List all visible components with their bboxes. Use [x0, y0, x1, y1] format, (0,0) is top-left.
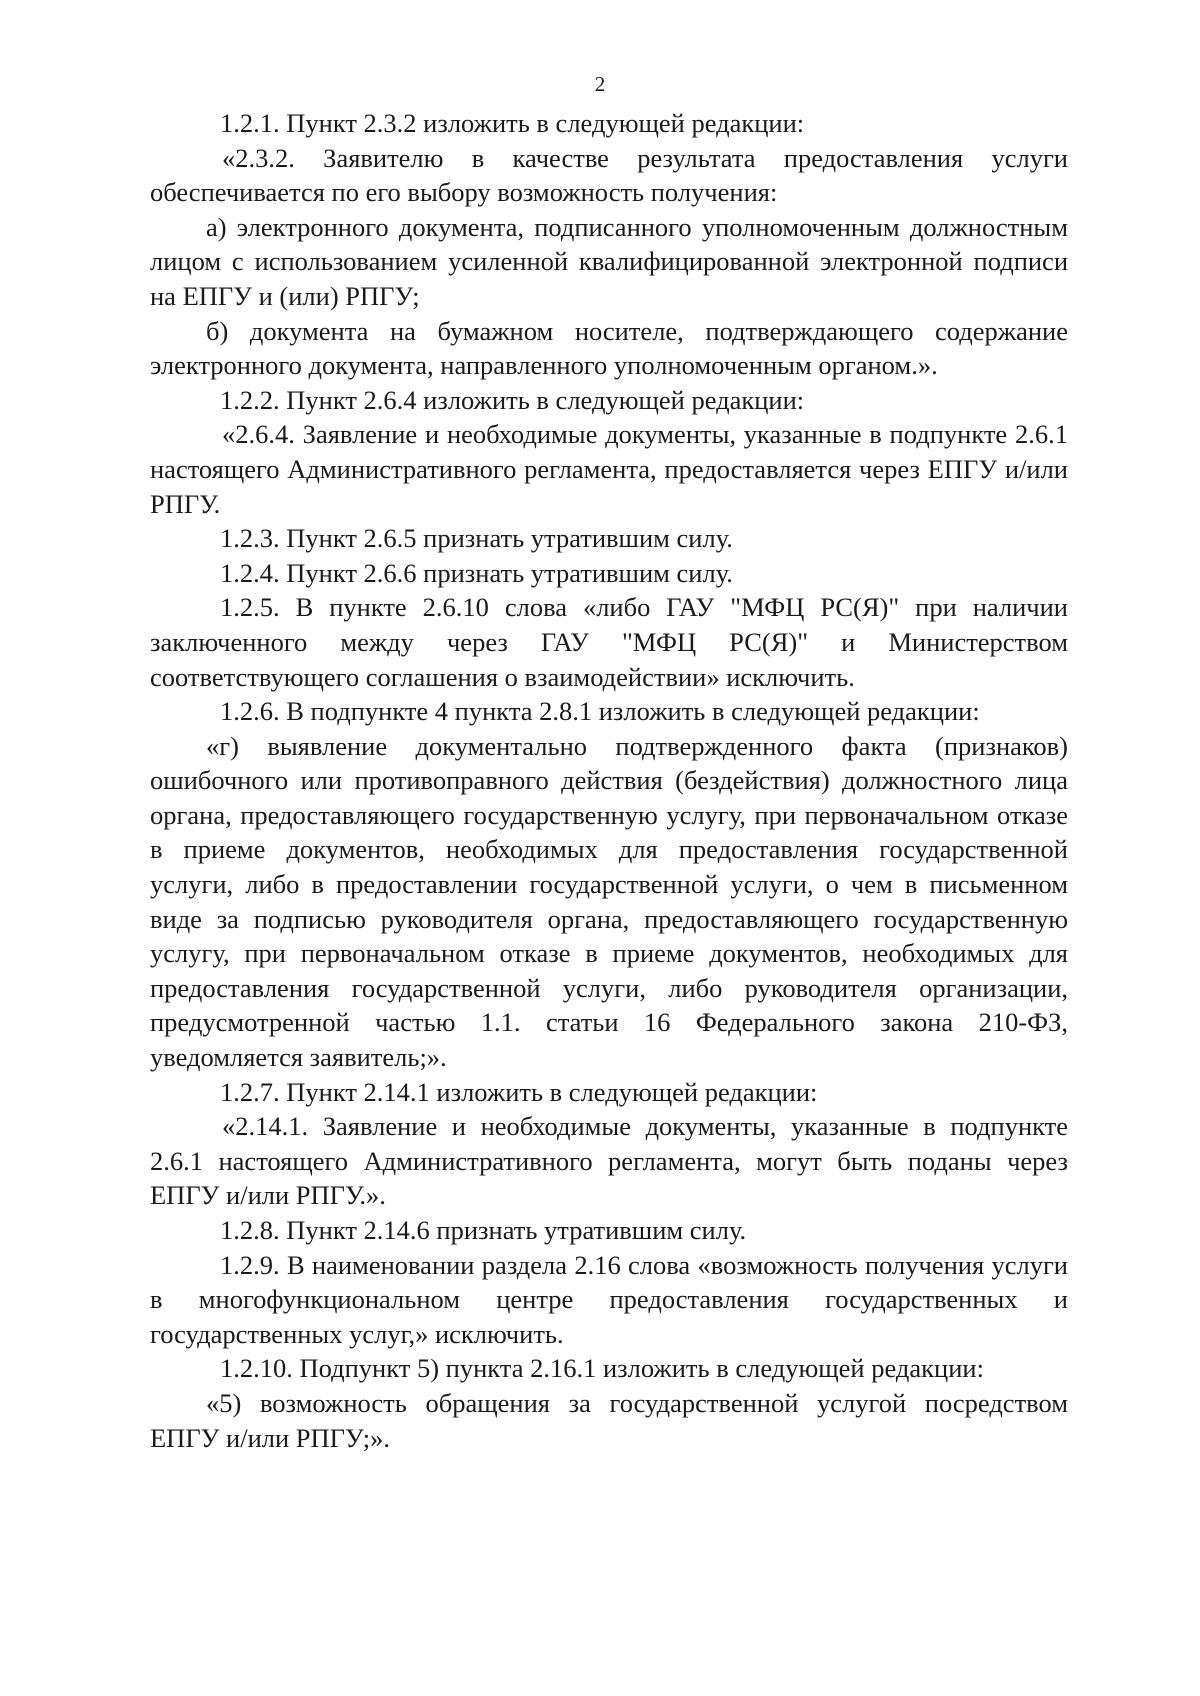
paragraph-quote-2-3-2: «2.3.2. Заявителю в качестве результата предоставления услуги обеспечивается по его выбору возможность получения: — [150, 142, 1068, 208]
document-body — [150, 106, 1068, 1455]
paragraph-quote-5: «5) возможность обращения за государственной услугой посредством ЕПГУ и/или РПГУ;». — [150, 1387, 1068, 1453]
paragraph-quote-2-6-4: «2.6.4. Заявление и необходимые документы, указанные в подпункте 2.6.1 настоящего Административного регламента, предоставляется через ЕПГУ и/или РПГУ. — [150, 419, 1068, 519]
paragraph-1-2-1: 1.2.1. Пункт 2.3.2 изложить в следующей редакции: — [220, 108, 805, 138]
paragraph-subitem-b: б) документа на бумажном носителе, подтверждающего содержание электронного документа, направленного уполномоченным органом.». — [150, 315, 1068, 381]
paragraph-1-2-7: 1.2.7. Пункт 2.14.1 изложить в следующей редакции: — [220, 1076, 818, 1107]
paragraph-1-2-6: 1.2.6. В подпункте 4 пункта 2.8.1 изложить в следующей редакции: — [220, 696, 980, 727]
paragraph-1-2-5: 1.2.5. В пункте 2.6.10 слова «либо ГАУ "МФЦ РС(Я)" при наличии заключенного между через ГАУ "МФЦ РС(Я)" и Министерством соответствующего соглашения о взаимодействии» исключить. — [150, 592, 1068, 692]
paragraph-quote-2-14-1: «2.14.1. Заявление и необходимые документы, указанные в подпункте 2.6.1 настоящего Административного регламента, могут быть поданы через ЕПГУ и/или РПГУ.». — [150, 1111, 1068, 1211]
paragraph-subitem-a: а) электронного документа, подписанного уполномоченным должностным лицом с использованием усиленной квалифицированной электронной подписи на ЕПГУ и (или) РПГУ; — [150, 211, 1068, 311]
paragraph-1-2-3: 1.2.3. Пункт 2.6.5 признать утратившим силу. — [220, 523, 733, 554]
paragraph-quote-g: «г) выявление документально подтвержденного факта (признаков) ошибочного или противоправного действия (бездействия) должностного лица органа, предоставляющего государственную услугу, при первоначальном отказе в приеме документов, необходимых для предоставления государственной услуги, либо в предоставлении государственной услуги, о чем в письменном виде за подписью руководителя органа, предоставляющего государственную услугу, при первоначальном отказе в приеме документов, необходимых для предоставления государственной услуги, либо руководителя организации, предусмотренной частью 1.1. статьи 16 Федерального закона 210-ФЗ, уведомляется заявитель;». — [150, 730, 1068, 1073]
paragraph-1-2-2: 1.2.2. Пункт 2.6.4 изложить в следующей редакции: — [220, 384, 805, 415]
paragraph-1-2-8: 1.2.8. Пункт 2.14.6 признать утратившим силу. — [220, 1215, 747, 1245]
page-number: 2 — [594, 72, 606, 96]
paragraph-1-2-4: 1.2.4. Пункт 2.6.6 признать утратившим силу. — [220, 557, 733, 588]
paragraph-1-2-9: 1.2.9. В наименовании раздела 2.16 слова «возможность получения услуги в многофункциональном центре предоставления государственных и государственных услуг,» исключить. — [150, 1249, 1068, 1349]
paragraph-1-2-10: 1.2.10. Подпункт 5) пункта 2.16.1 изложить в следующей редакции: — [220, 1353, 984, 1384]
